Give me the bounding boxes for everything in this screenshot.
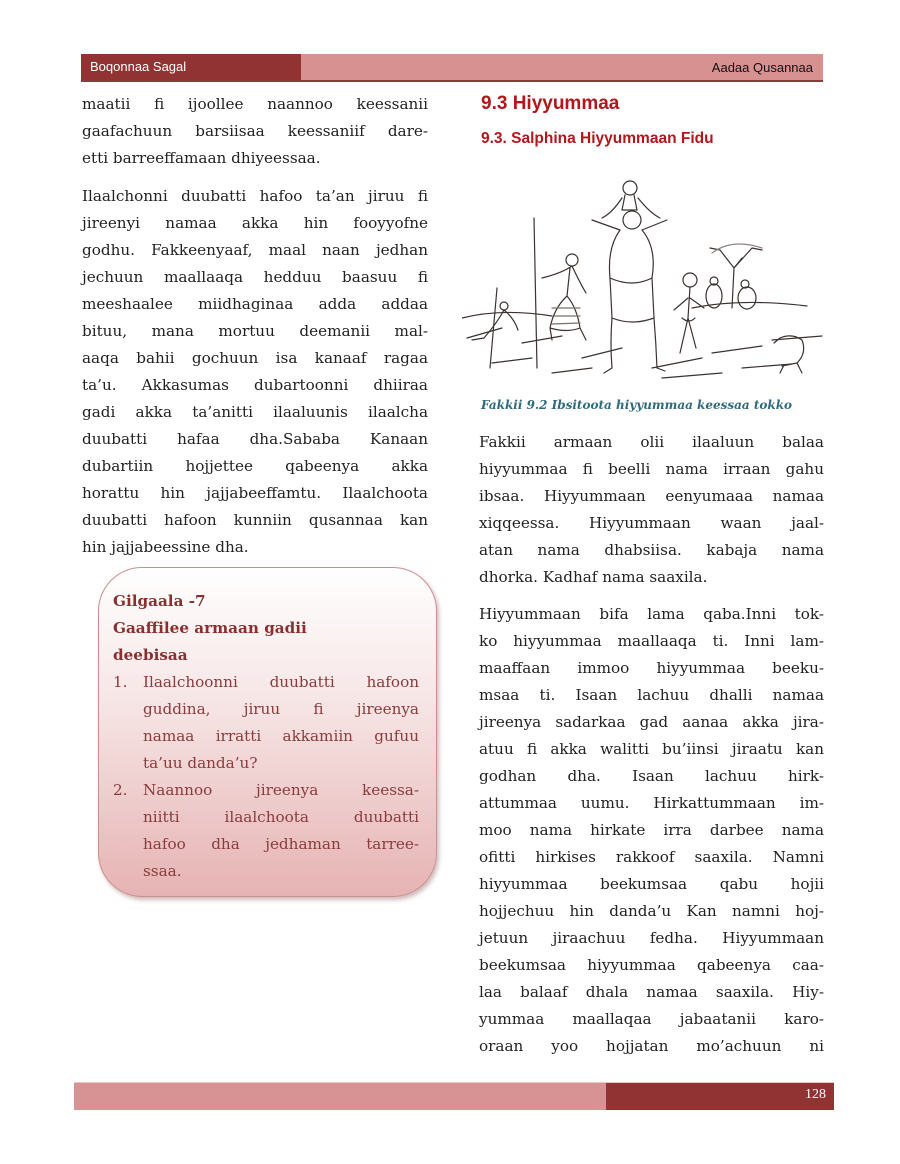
paragraph (479, 601, 824, 1060)
text-line: oraan yoo hojjatan mo’achuun ni (479, 1037, 824, 1055)
activity-box (98, 567, 437, 897)
page-number-tab (606, 1083, 834, 1110)
text-line: msaa ti. Isaan lachuu dhalli namaa (479, 686, 824, 704)
text-line: laa balaaf dhala namaa saaxila. Hiy- (479, 983, 824, 1001)
text-line: duubatti hafoon kunniin qusannaa kan (82, 511, 428, 529)
text-line: yummaa maallaqaa jabaatanii karo- (479, 1010, 824, 1028)
text-line: dubartiin hojjettee qabeenya akka (82, 457, 428, 475)
paragraph (82, 183, 428, 561)
paragraph (82, 91, 428, 172)
page-number: 128 (805, 1087, 826, 1102)
text-line: aaqa bahii gochuun isa kanaaf ragaa (82, 349, 428, 367)
text-line: horattu hin jajjabeeffamtu. Ilaalchoota (82, 484, 428, 502)
question-line: ta’uu danda’u? (143, 754, 258, 772)
text-line: duubatti hafaa dha.Sababa Kanaan (82, 430, 428, 448)
question-list (113, 669, 419, 885)
question-line: Naannoo jireenya keessa- (143, 781, 419, 799)
question-number: 1. (113, 673, 128, 691)
page-header-bar (81, 54, 823, 82)
subject-title: Aadaa Qusannaa (711, 60, 813, 75)
text-line: hin jajjabeessine dha. (82, 538, 249, 556)
question-number: 2. (113, 781, 128, 799)
text-line: Hiyyummaan bifa lama qaba.Inni tok- (479, 605, 824, 623)
question-line: ssaa. (143, 862, 182, 880)
text-line: hiyyummaa beekumsaa qabu hojii (479, 875, 824, 893)
text-line: jechuun maallaaqa hedduu baasuu fi (82, 268, 428, 286)
question-line: namaa irratti akkamiin gufuu (143, 727, 419, 745)
paragraph (479, 429, 824, 591)
question-line: Ilaalchoonni duubatti hafoon (143, 673, 419, 691)
page-footer-bar (74, 1082, 834, 1110)
text-line: jireenyi namaa akka hin fooyyofne (82, 214, 428, 232)
text-line: atan nama dhabsiisa. kabaja nama (479, 541, 824, 559)
text-line: gaafachuun barsiisaa keessaniif dare- (82, 122, 428, 140)
text-line: ibsaa. Hiyyummaan eenyumaaa namaa (479, 487, 824, 505)
activity-instruction: deebisaa (113, 646, 188, 664)
text-line: hojjechuu hin danda’u Kan namni hoj- (479, 902, 824, 920)
text-line: ofitti hirkises rakkoof saaxila. Namni (479, 848, 824, 866)
text-line: maatii fi ijoollee naannoo keessanii (82, 95, 428, 113)
chapter-title: Boqonnaa Sagal (90, 59, 187, 74)
question-line: niitti ilaalchoota duubatti (143, 808, 419, 826)
text-line: beekumsaa hiyyummaa qabeenya caa- (479, 956, 824, 974)
question-line: guddina, jiruu fi jireenya (143, 700, 419, 718)
text-line: ko hiyyummaa maallaaqa ti. Inni lam- (479, 632, 824, 650)
text-line: Ilaalchonni duubatti hafoo ta’an jiruu fi (82, 187, 428, 205)
activity-title: Gilgaala -7 (113, 592, 206, 610)
text-line: bituu, mana mortuu deemanii mal- (82, 322, 428, 340)
chapter-tab (81, 54, 301, 80)
figure-caption: Fakkii 9.2 Ibsitoota hiyyummaa keessaa tokko (481, 398, 793, 412)
text-line: Fakkii armaan olii ilaaluun balaa (479, 433, 824, 451)
text-line: jetuun jiraachuu fedha. Hiyyummaan (479, 929, 824, 947)
right-column (479, 429, 824, 1060)
left-column (82, 91, 428, 561)
text-line: godhan dha. Isaan lachuu hirk- (479, 767, 824, 785)
poverty-illustration-icon (462, 168, 828, 390)
text-line: etti barreeffamaan dhiyeessaa. (82, 149, 321, 167)
text-line: jireenya sadarkaa gad aanaa akka jira- (479, 713, 824, 731)
question-item (113, 669, 419, 777)
text-line: attummaa uumu. Hirkattummaan im- (479, 794, 824, 812)
section-heading: 9.3 Hiyyummaa (481, 93, 620, 114)
text-line: moo nama hirkate irra darbee nama (479, 821, 824, 839)
text-line: hiyyummaa fi beelli nama irraan gahu (479, 460, 824, 478)
text-line: atuu fi akka walitti bu’iinsi jiraatu kan (479, 740, 824, 758)
text-line: gadi akka ta’anitti ilaaluunis ilaalcha (82, 403, 428, 421)
question-line: hafoo dha jedhaman tarree- (143, 835, 419, 853)
text-line: dhorka. Kadhaf nama saaxila. (479, 568, 708, 586)
text-line: godhu. Fakkeenyaaf, maal naan jedhan (82, 241, 428, 259)
text-line: maaffaan immoo hiyyummaa beeku- (479, 659, 824, 677)
activity-instruction: Gaaffilee armaan gadii (113, 619, 307, 637)
text-line: meeshaalee miidhaginaa adda addaa (82, 295, 428, 313)
subsection-heading: 9.3. Salphina Hiyyummaan Fidu (481, 130, 714, 147)
text-line: xiqqeessa. Hiyyummaan waan jaal- (479, 514, 824, 532)
text-line: ta’u. Akkasumas dubartoonni dhiiraa (82, 376, 428, 394)
question-item (113, 777, 419, 885)
